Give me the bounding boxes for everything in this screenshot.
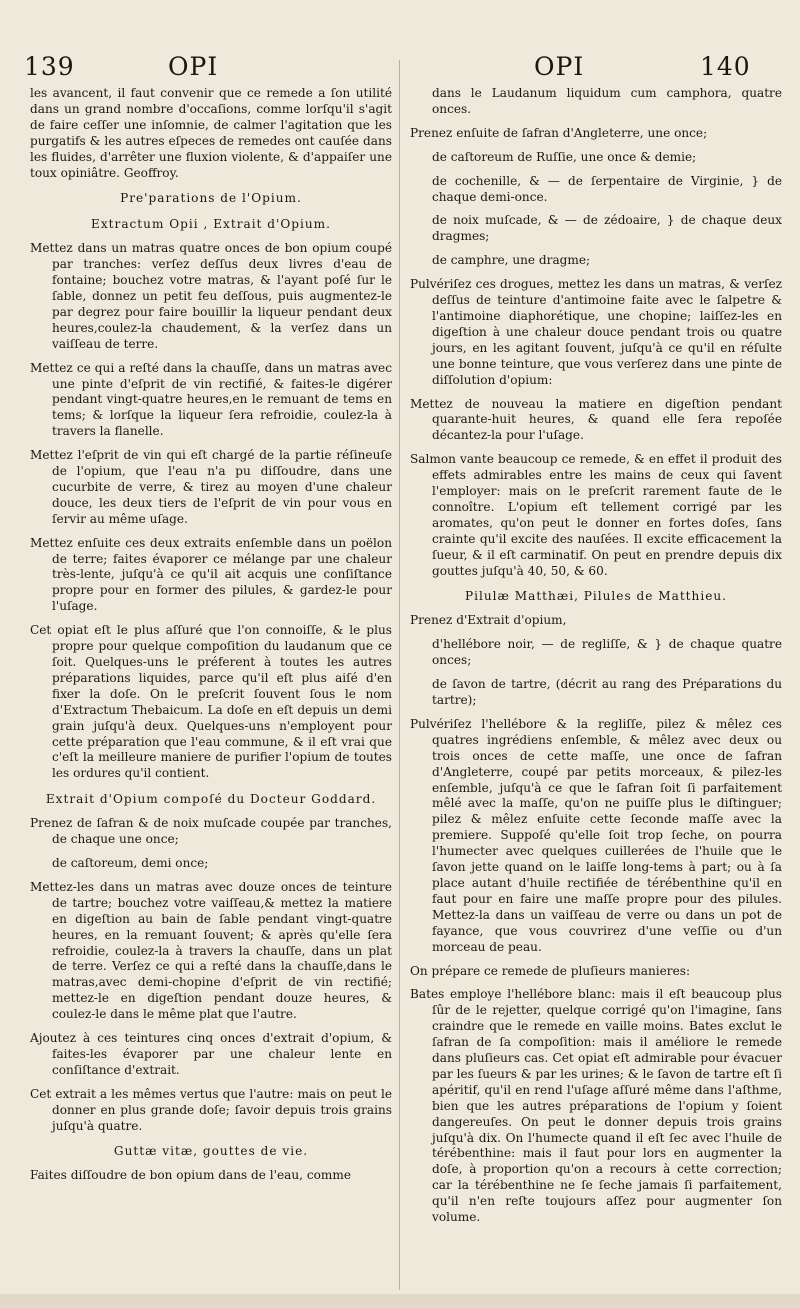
paragraph: de noix muſcade, & — de zédoaire, } de chaque deux dragmes;	[432, 213, 782, 244]
section-heading: Guttæ vitæ, gouttes de vie.	[113, 1144, 309, 1159]
paragraph: Ajoutez à ces teintures cinq onces d'extrait d'opium, & faites-les évaporer par une chaleur lente en conſiſtance d'extrait.	[30, 1031, 392, 1077]
paragraph: Cet opiat eſt le plus aſſuré que l'on connoiſſe, & le plus propre pour quelque compoſition du laudanum que ce ſoit. Quelques-uns le préferent à toutes les autres préparations liquides, parce qu'il eſt plus aiſé d'en fixer la doſe. On le preſcrit ſouvent ſous le nom d'Extractum Thebaicum. La doſe en eſt depuis un demi grain juſqu'à deux. Quelques-uns n'employent pour cette préparation que l'eau commune, & il eſt vrai que c'eſt la meilleure maniere de purifier l'opium de toutes les ordures qu'il contient.	[30, 623, 392, 781]
paragraph: Prenez d'Extrait d'opium,	[410, 613, 567, 628]
paragraph: les avancent, il faut convenir que ce remede a ſon utilité dans un grand nombre d'occaſions, comme lorſqu'il s'agit de faire ceſſer une inſomnie, de calmer l'agitation que les purgatifs & les autres eſpeces de remedes ont cauſée dans les fluides, d'arrêter une fluxion violente, & d'appaiſer une toux opiniâtre. Geoffroy.	[30, 86, 392, 180]
paragraph: Pulvériſez l'hellébore & la regliſſe, pilez & mêlez ces quatres ingrédiens enſemble, & mêlez avec deux ou trois onces de cette maſſe, une once de ſafran d'Angleterre, coupé par petits morceaux, & pilez-les enſemble, juſqu'à ce que le ſafran ſoit ſi parfaitement mêlé avec la maſſe, qu'on ne puiſſe plus le diſtinguer; pilez & mêlez enſuite cette ſeconde maſſe avec la premiere. Suppoſé qu'elle ſoit trop ſeche, on pourra l'humecter avec quelques cuillerées de l'huile que le ſavon jette quand on le laiſſe long-tems à part; ou à ſa place autant d'huile rectifiée de térébenthine qu'il en faut pour en faire une maſſe propre pour des pilules. Mettez-la dans un vaiſſeau de verre ou dans un pot de fayance, que vous couvrirez d'une veſſie ou d'un morceau de peau.	[410, 716, 782, 954]
paragraph: Mettez de nouveau la matiere en digeſtion pendant quarante-huit heures, & quand elle ſera repoſée décantez-la pour l'uſage.	[410, 396, 782, 443]
section-heading: Extrait d'Opium compoſé du Docteur Goddard.	[45, 792, 377, 807]
paragraph: de camphre, une dragme;	[432, 253, 591, 268]
paragraph: Pulvériſez ces drogues, mettez les dans un matras, & verſez deſſus de teinture d'antimoine faite avec le ſalpetre & l'antimoine diaphorétique, une chopine; laiſſez-les en digeſtion à une chaleur douce pendant trois ou quatre jours, en les agitant ſouvent, juſqu'à ce qu'il en réſulte une bonne teinture, que vous verſerez dans une pinte de diſſolution d'opium:	[410, 277, 782, 387]
paragraph: Prenez enſuite de ſafran d'Angleterre, une once;	[410, 125, 708, 140]
paragraph: dans le Laudanum liquidum cum camphora, quatre onces.	[432, 86, 782, 116]
section-heading: Extractum Opii , Extrait d'Opium.	[91, 217, 331, 232]
section-heading: Pilulæ Matthæi, Pilules de Matthieu.	[464, 589, 727, 604]
paragraph: Mettez l'eſprit de vin qui eſt chargé de la partie réſineuſe de l'opium, que l'eau n'a pu diſſoudre, dans une cucurbite de verre, & tirez au moyen d'une chaleur douce, les deux tiers de l'eſprit de vin pour vous en ſervir au même uſage.	[30, 448, 392, 526]
right-running-title: OPI	[534, 52, 585, 81]
paragraph: Faites diſſoudre de bon opium dans de l'eau, comme	[30, 1168, 351, 1183]
paragraph: Mettez ce qui a reſté dans la chauſſe, dans un matras avec une pinte d'eſprit de vin rectifié, & faites-le digérer pendant vingt-quatre heures,en le remuant de tems en tems; & lorſque la liqueur ſera refroidie, coulez-la à travers la flanelle.	[30, 360, 392, 439]
page-bottom-edge	[0, 1294, 800, 1308]
paragraph: Bates employe l'hellébore blanc: mais il eſt beaucoup plus ſûr de le rejetter, quelque corrigé qu'on l'imagine, ſans craindre que le remede en vaille moins. Bates exclut le ſafran de ſa compoſition: mais il améliore le remede dans pluſieurs cas. Cet opiat eſt admirable pour évacuer par les ſueurs & par les urines; & le ſavon de tartre eſt ſi apéritif, qu'il en rend l'uſage aſſuré même dans l'aſthme, bien que les autres préparations de l'opium y ſoient dangereuſes. On peut le donner depuis trois grains juſqu'à dix. On l'humecte quand il eſt ſec avec l'huile de térébenthine: mais il faut pour lors en augmenter la doſe, à proportion qu'on a recours à cette correction; car la térébenthine ne ſe ſeche jamais ſi parfaitement, qu'il n'en reſte toujours aſſez pour augmenter ſon volume.	[410, 987, 782, 1225]
paragraph: d'hellébore noir, — de regliſſe, & } de chaque quatre onces;	[432, 637, 782, 668]
paragraph: On prépare ce remede de pluſieurs manieres:	[410, 963, 691, 978]
paragraph: Cet extrait a les mêmes vertus que l'autre: mais on peut le donner en plus grande doſe; ſavoir depuis trois grains juſqu'à quatre.	[30, 1086, 392, 1133]
paragraph: Mettez enſuite ces deux extraits enſemble dans un poëlon de terre; faites évaporer ce mélange par une chaleur très-lente, juſqu'à ce qu'il ait acquis une conſiſtance propre pour en former des pilules, & gardez-le pour l'uſage.	[30, 535, 392, 614]
paragraph: Prenez de ſafran & de noix muſcade coupée par tranches, de chaque une once;	[30, 816, 392, 847]
left-running-title: OPI	[168, 52, 219, 81]
column-divider	[399, 60, 400, 1290]
paragraph: de caſtoreum de Ruſſie, une once & demie;	[432, 149, 697, 164]
paragraph: de caſtoreum, demi once;	[52, 855, 209, 870]
right-page-number: 140	[700, 52, 751, 81]
left-column	[30, 86, 392, 1192]
section-heading: Pre'parations de l'Opium.	[120, 191, 302, 206]
paragraph: Mettez-les dans un matras avec douze onces de teinture de tartre; bouchez votre vaiſſeau,& mettez la matiere en digeſtion au bain de ſable pendant vingt-quatre heures, en la remuant ſouvent; & après qu'elle ſera refroidie, coulez-la à travers la chauſſe, dans un plat de terre. Verſez ce qui a reſté dans la chauſſe,dans le matras,avec demi-chopine d'eſprit de vin rectifié; mettez-le en digeſtion pendant douze heures, & coulez-le dans le même plat que l'autre.	[30, 879, 392, 1022]
paragraph: de ſavon de tartre, (décrit au rang des Préparations du tartre);	[432, 677, 782, 707]
paragraph: Salmon vante beaucoup ce remede, & en effet il produit des effets admirables entre les mains de ceux qui ſavent l'employer: mais on le preſcrit rarement faute de le connoître. L'opium eſt tellement corrigé par les aromates, qu'on peut le donner en fortes doſes, ſans crainte qu'il excite des nauſées. Il excite efficacement la ſueur, & il eſt carminatif. On peut en prendre depuis dix gouttes juſqu'à 40, 50, & 60.	[410, 452, 782, 578]
paragraph: de cochenille, & — de ſerpentaire de Virginie, } de chaque demi-once.	[432, 173, 782, 204]
right-column	[410, 86, 782, 1234]
left-page-number: 139	[24, 52, 75, 81]
paragraph: Mettez dans un matras quatre onces de bon opium coupé par tranches: verſez deſſus deux livres d'eau de fontaine; bouchez votre matras, & l'ayant poſé ſur le ſable, donnez un petit feu deſſous, puis augmentez-le par degrez pour faire bouillir la liqueur pendant deux heures,coulez-la chaudement, & la verſez dans un vaiſſeau de terre.	[30, 241, 392, 351]
